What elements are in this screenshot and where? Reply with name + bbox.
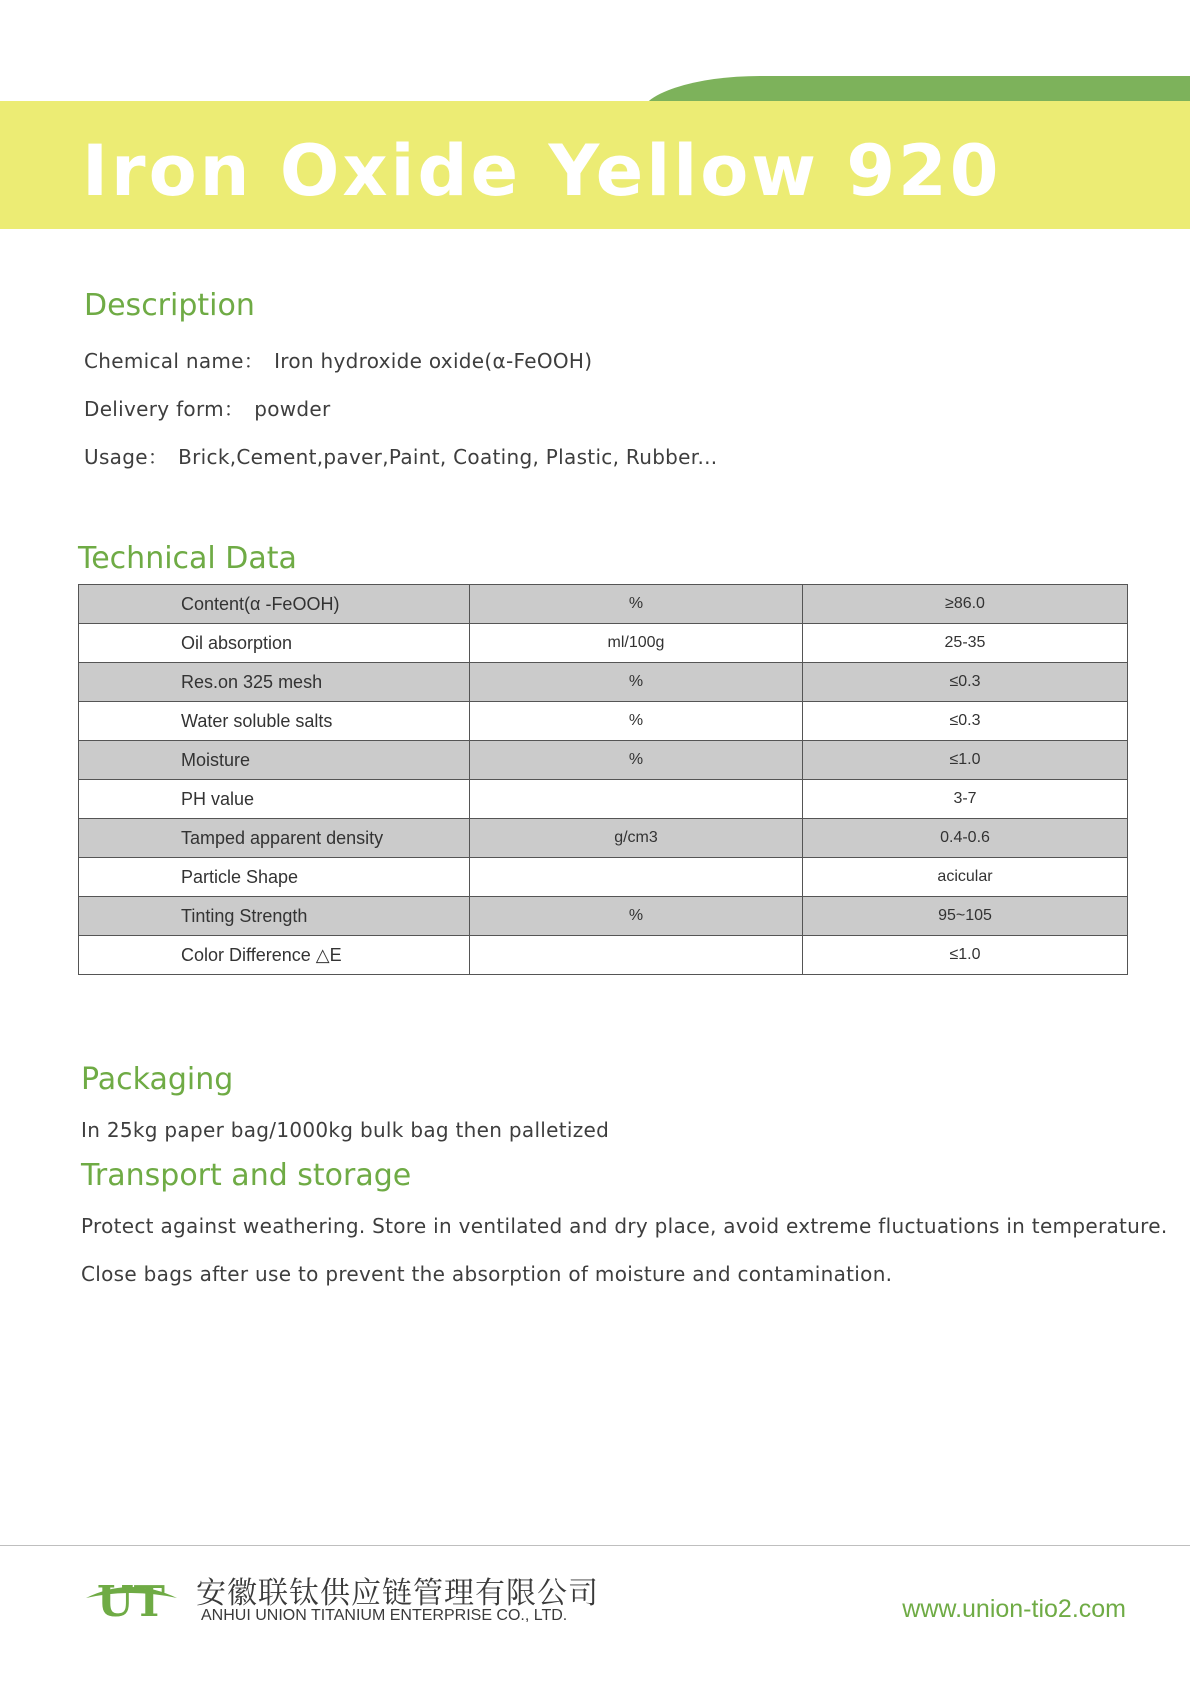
property-name: Content(α -FeOOH) [79,585,470,624]
table-row [79,663,1128,702]
table-row [79,819,1128,858]
website-url: www.union-tio2.com [902,1595,1126,1623]
property-unit [470,936,803,975]
property-unit [470,858,803,897]
company-logo-icon [84,1572,179,1624]
packaging-heading: Packaging [81,1062,234,1097]
property-value: ≤0.3 [803,702,1128,741]
usage-value: Brick,Cement,paver,Paint, Coating, Plastic, Rubber... [178,445,718,469]
property-value: ≤0.3 [803,663,1128,702]
property-value: 0.4-0.6 [803,819,1128,858]
chemical-name-label: Chemical name： [84,349,265,373]
property-value: ≤1.0 [803,936,1128,975]
delivery-form-label: Delivery form： [84,397,245,421]
property-name: Tamped apparent density [79,819,470,858]
property-name: Particle Shape [79,858,470,897]
footer-divider [0,1545,1190,1546]
table-row [79,624,1128,663]
chemical-name-value: Iron hydroxide oxide(α-FeOOH) [274,349,593,373]
delivery-form-line [84,393,331,422]
table-row [79,897,1128,936]
technical-data-table [78,584,1128,975]
property-name: PH value [79,780,470,819]
property-value: ≤1.0 [803,741,1128,780]
table-row [79,741,1128,780]
transport-heading: Transport and storage [81,1158,412,1193]
property-value: ≥86.0 [803,585,1128,624]
chemical-name-line [84,345,592,374]
property-unit: % [470,585,803,624]
property-unit [470,780,803,819]
table-row [79,858,1128,897]
transport-text-line-2: Close bags after use to prevent the absorption of moisture and contamination. [81,1262,893,1286]
table-row [79,702,1128,741]
company-name-chinese: 安徽联钛供应链管理有限公司 [196,1576,599,1611]
table-row [79,780,1128,819]
property-value: 95~105 [803,897,1128,936]
property-unit: g/cm3 [470,819,803,858]
description-heading: Description [84,288,255,323]
logo-lettering: UT [97,1577,165,1624]
property-name: Tinting Strength [79,897,470,936]
property-name: Color Difference △E [79,936,470,975]
page-title: Iron Oxide Yellow 920 [82,130,1002,212]
property-unit: % [470,702,803,741]
property-unit: % [470,741,803,780]
property-name: Oil absorption [79,624,470,663]
property-value: 25-35 [803,624,1128,663]
usage-label: Usage： [84,445,169,469]
delivery-form-value: powder [254,397,331,421]
property-name: Res.on 325 mesh [79,663,470,702]
property-value: 3-7 [803,780,1128,819]
packaging-text: In 25kg paper bag/1000kg bulk bag then palletized [81,1118,610,1142]
transport-text-line-1: Protect against weathering. Store in ventilated and dry place, avoid extreme fluctuations in temperature. [81,1214,1168,1238]
property-unit: % [470,663,803,702]
table-row [79,936,1128,975]
property-value: acicular [803,858,1128,897]
table-row [79,585,1128,624]
property-unit: % [470,897,803,936]
technical-data-heading: Technical Data [78,541,297,576]
company-name-english: ANHUI UNION TITANIUM ENTERPRISE CO., LTD. [201,1607,568,1624]
usage-line [84,441,717,470]
property-name: Water soluble salts [79,702,470,741]
property-unit: ml/100g [470,624,803,663]
property-name: Moisture [79,741,470,780]
